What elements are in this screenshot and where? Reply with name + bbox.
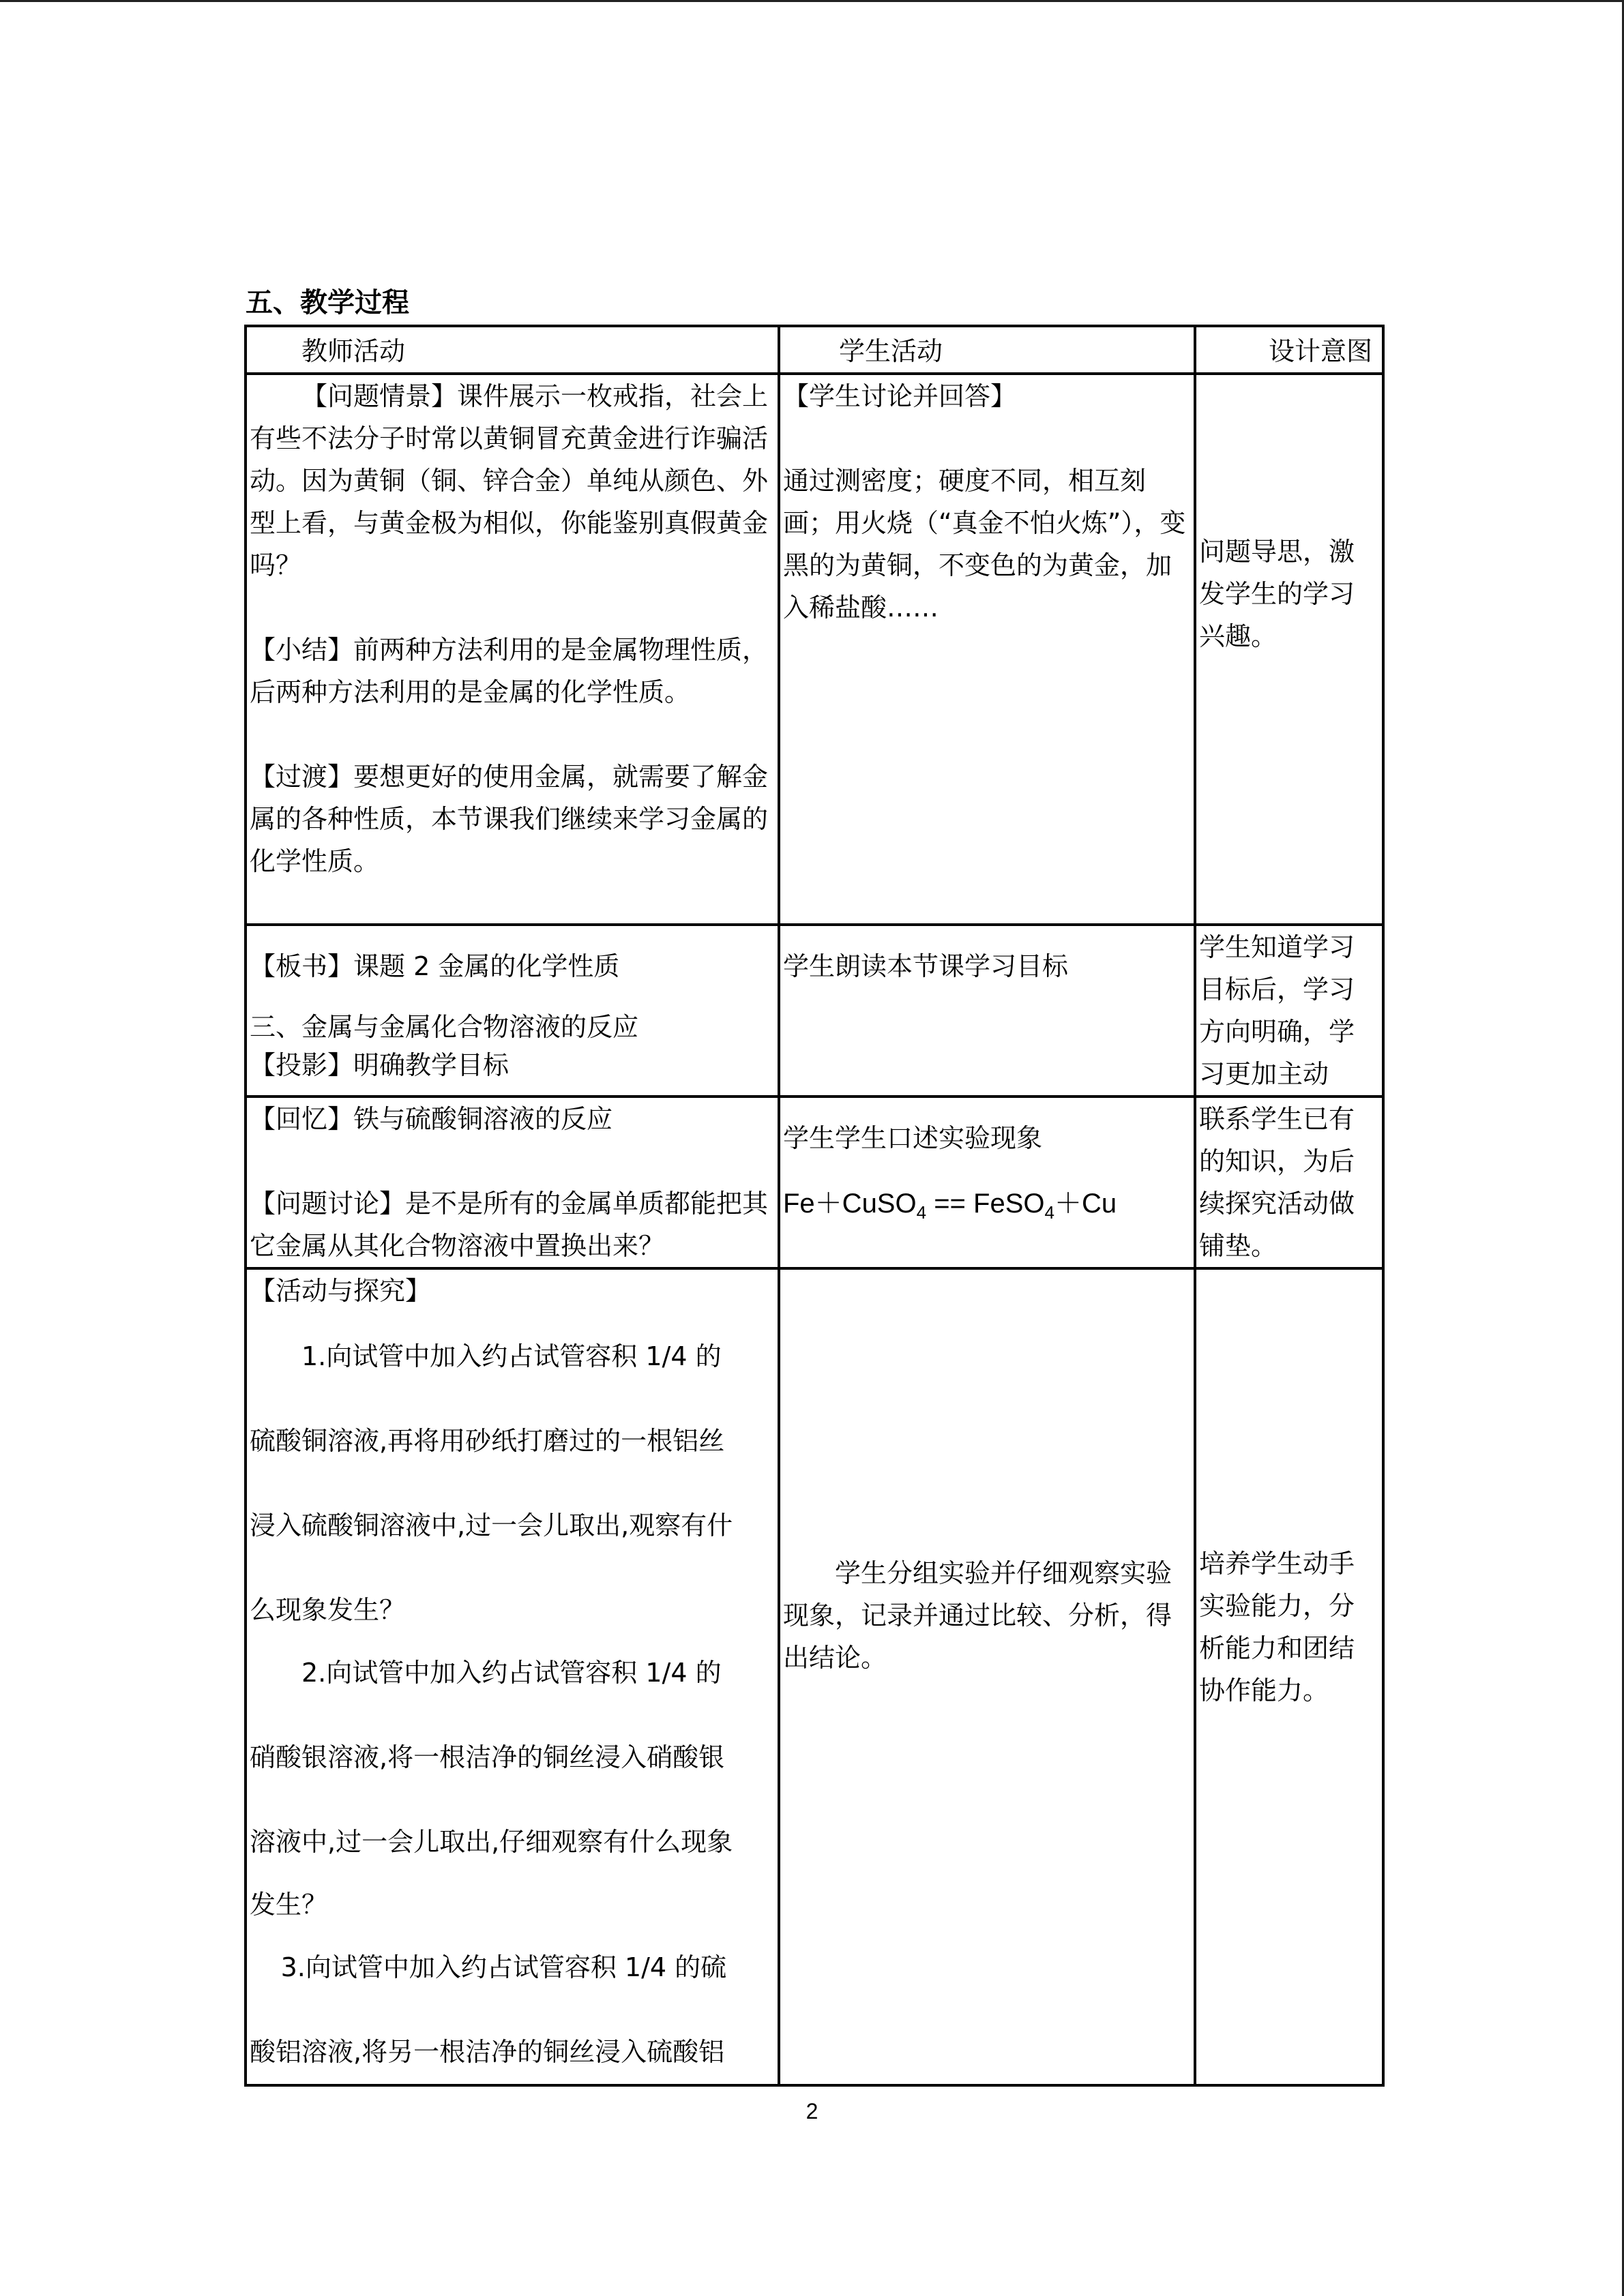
table-row — [246, 1097, 1383, 1268]
equation-part-products: == FeSO — [926, 1189, 1045, 1219]
design-cell — [1195, 1097, 1383, 1268]
student-cell — [779, 925, 1195, 1097]
teacher-cell — [246, 925, 779, 1097]
table-row — [246, 1268, 1383, 2085]
activity-title: 【活动与探究】 — [250, 1276, 432, 1306]
equation-subscript: 4 — [916, 1202, 927, 1223]
header-teacher-activity: 教师活动 — [246, 326, 779, 374]
equation-part-reactants: Fe＋CuSO — [783, 1189, 917, 1219]
student-cell — [779, 1097, 1195, 1268]
design-cell — [1195, 1268, 1383, 2085]
table-row — [246, 374, 1383, 925]
teacher-cell — [246, 374, 779, 925]
teacher-cell — [246, 1097, 779, 1268]
experiment-step-line: 2.向试管中加入约占试管容积 1/4 的 — [301, 1658, 722, 1688]
reaction-equation — [783, 1182, 1191, 1234]
question-discussion-text: 【问题讨论】是不是所有的金属单质都能把其它金属从其化合物溶液中置换出来？ — [250, 1189, 769, 1261]
experiment-step-line: 发生？ — [250, 1890, 328, 1920]
student-group-experiment-text: 学生分组实验并仔细观察实验现象，记录并通过比较、分析，得出结论。 — [783, 1558, 1172, 1673]
header-design-intent: 设计意图 — [1195, 326, 1383, 374]
design-intent-text: 联系学生已有的知识，为后续探究活动做铺垫。 — [1199, 1104, 1355, 1261]
teacher-cell — [246, 1268, 779, 2085]
projection-text: 【投影】明确教学目标 — [250, 1050, 510, 1080]
problem-scenario-text: 【问题情景】课件展示一枚戒指，社会上有些不法分子时常以黄铜冒充黄金进行诈骗活动。因为黄铜（铜、锌合金）单纯从颜色、外型上看，与黄金极为相似，你能鉴别真假黄金吗？ — [250, 381, 769, 580]
experiment-step-line: 浸入硫酸铜溶液中,过一会儿取出,观察有什 — [250, 1510, 733, 1540]
design-cell — [1195, 925, 1383, 1097]
page-top-rule — [0, 0, 1624, 2]
student-observation-text: 学生学生口述实验现象 — [783, 1123, 1043, 1153]
board-writing-text: 【板书】课题 2 金属的化学性质 — [250, 951, 620, 981]
experiment-step-line: 么现象发生？ — [250, 1595, 406, 1625]
experiment-step-line: 酸铝溶液,将另一根洁净的铜丝浸入硫酸铝 — [250, 2037, 725, 2067]
subsection-heading-text: 三、金属与金属化合物溶液的反应 — [250, 1012, 639, 1042]
student-reading-text: 学生朗读本节课学习目标 — [783, 951, 1069, 981]
design-cell — [1195, 374, 1383, 925]
table-row — [246, 925, 1383, 1097]
design-intent-text: 问题导思，激发学生的学习兴趣。 — [1199, 537, 1355, 651]
section-title: 五、教学过程 — [246, 287, 409, 318]
experiment-step-line: 溶液中,过一会儿取出,仔细观察有什么现象 — [250, 1827, 733, 1857]
transition-text: 【过渡】要想更好的使用金属，就需要了解金属的各种性质，本节课我们继续来学习金属的化学性质。 — [250, 762, 769, 876]
experiment-step-line: 1.向试管中加入约占试管容积 1/4 的 — [301, 1341, 722, 1371]
page-number: 2 — [806, 2099, 818, 2123]
recall-text: 【回忆】铁与硫酸铜溶液的反应 — [250, 1104, 613, 1134]
experiment-step-line: 硫酸铜溶液,再将用砂纸打磨过的一根铝丝 — [250, 1426, 725, 1456]
equation-subscript: 4 — [1044, 1202, 1054, 1223]
experiment-step-line: 3.向试管中加入约占试管容积 1/4 的硫 — [280, 1952, 727, 1982]
table-header-row — [246, 326, 1383, 374]
student-answer-text: 通过测密度；硬度不同，相互刻画；用火烧（“真金不怕火炼”），变黑的为黄铜，不变色的为黄金，加入稀盐酸…… — [783, 466, 1186, 623]
design-intent-text: 学生知道学习目标后，学习方向明确，学习更加主动 — [1199, 932, 1355, 1089]
design-intent-text: 培养学生动手实验能力，分析能力和团结协作能力。 — [1199, 1549, 1355, 1705]
summary-text: 【小结】前两种方法利用的是金属物理性质，后两种方法利用的是金属的化学性质。 — [250, 635, 769, 707]
student-discussion-title: 【学生讨论并回答】 — [783, 381, 1017, 411]
student-cell — [779, 1268, 1195, 2085]
experiment-step-line: 硝酸银溶液,将一根洁净的铜丝浸入硝酸银 — [250, 1742, 725, 1772]
equation-part-copper: ＋Cu — [1054, 1189, 1117, 1219]
teaching-process-table — [244, 325, 1385, 2087]
header-student-activity: 学生活动 — [779, 326, 1195, 374]
student-cell — [779, 374, 1195, 925]
